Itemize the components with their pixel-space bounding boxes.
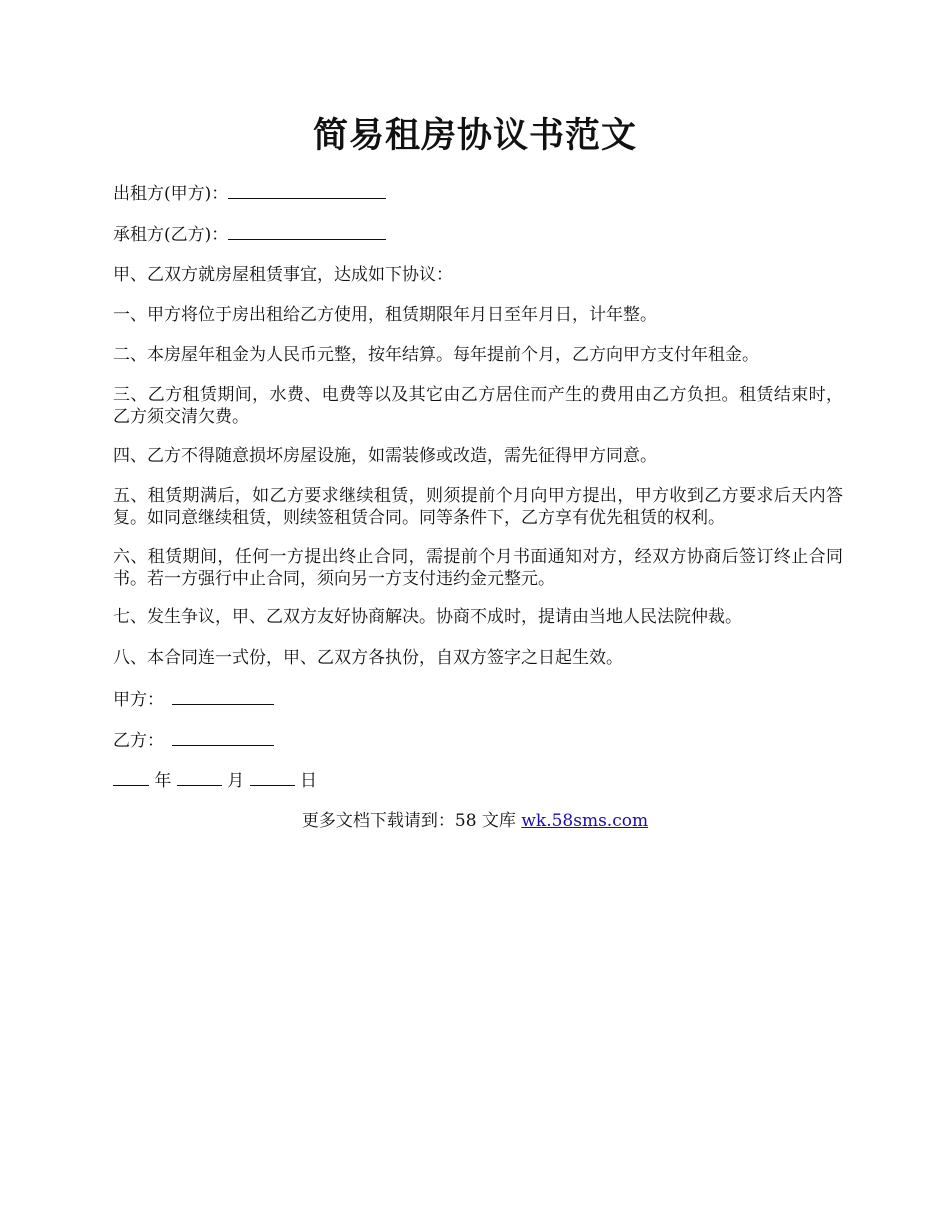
signature-a-line <box>113 688 843 711</box>
clause-1: 一、甲方将位于房出租给乙方使用，租赁期限年月日至年月日，计年整。 <box>113 305 657 325</box>
intro-text: 甲、乙双方就房屋租赁事宜，达成如下协议： <box>113 265 453 285</box>
lessee-label: 承租方(乙方)： <box>113 225 229 245</box>
footer-link[interactable]: wk.58sms.com <box>521 811 649 831</box>
clause-6: 六、租赁期间，任何一方提出终止合同，需提前个月书面通知对方，经双方协商后签订终止合同书。若一方强行中止合同，须向另一方支付违约金元整元。 <box>113 547 843 589</box>
signature-a-blank <box>172 688 274 705</box>
clause-8: 八、本合同连一式份，甲、乙双方各执份，自双方签字之日起生效。 <box>113 648 623 668</box>
date-day-label: 日 <box>300 771 318 791</box>
footer-prefix: 更多文档下载请到：58 文库 <box>301 811 522 831</box>
document-title: 简易租房协议书范文 <box>312 115 637 156</box>
footer <box>0 810 950 832</box>
clause-2: 二、本房屋年租金为人民币元整，按年结算。每年提前个月，乙方向甲方支付年租金。 <box>113 345 759 365</box>
clause-4: 四、乙方不得随意损坏房屋设施，如需装修或改造，需先征得甲方同意。 <box>113 446 657 466</box>
lessor-label: 出租方(甲方)： <box>113 184 229 204</box>
clause-3: 三、乙方租赁期间，水费、电费等以及其它由乙方居住而产生的费用由乙方负担。租赁结束时，乙方须交清欠费。 <box>113 385 843 427</box>
date-year-blank <box>113 769 149 786</box>
signature-b-line <box>113 729 843 752</box>
date-day-blank <box>250 769 295 786</box>
lessor-blank <box>228 182 386 199</box>
signature-a-label: 甲方： <box>113 690 164 710</box>
lessor-line <box>113 182 843 205</box>
signature-b-label: 乙方： <box>113 731 164 751</box>
clause-5: 五、租赁期满后，如乙方要求继续租赁，则须提前个月向甲方提出，甲方收到乙方要求后天内答复。如同意继续租赁，则续签租赁合同。同等条件下，乙方享有优先租赁的权利。 <box>113 486 843 528</box>
lessee-blank <box>228 223 386 240</box>
date-line <box>113 769 843 792</box>
lessee-line <box>113 223 843 246</box>
clause-7: 七、发生争议，甲、乙双方友好协商解决。协商不成时，提请由当地人民法院仲裁。 <box>113 607 742 627</box>
date-month-label: 月 <box>227 771 245 791</box>
date-year-label: 年 <box>154 771 172 791</box>
signature-b-blank <box>172 729 274 746</box>
date-month-blank <box>177 769 222 786</box>
